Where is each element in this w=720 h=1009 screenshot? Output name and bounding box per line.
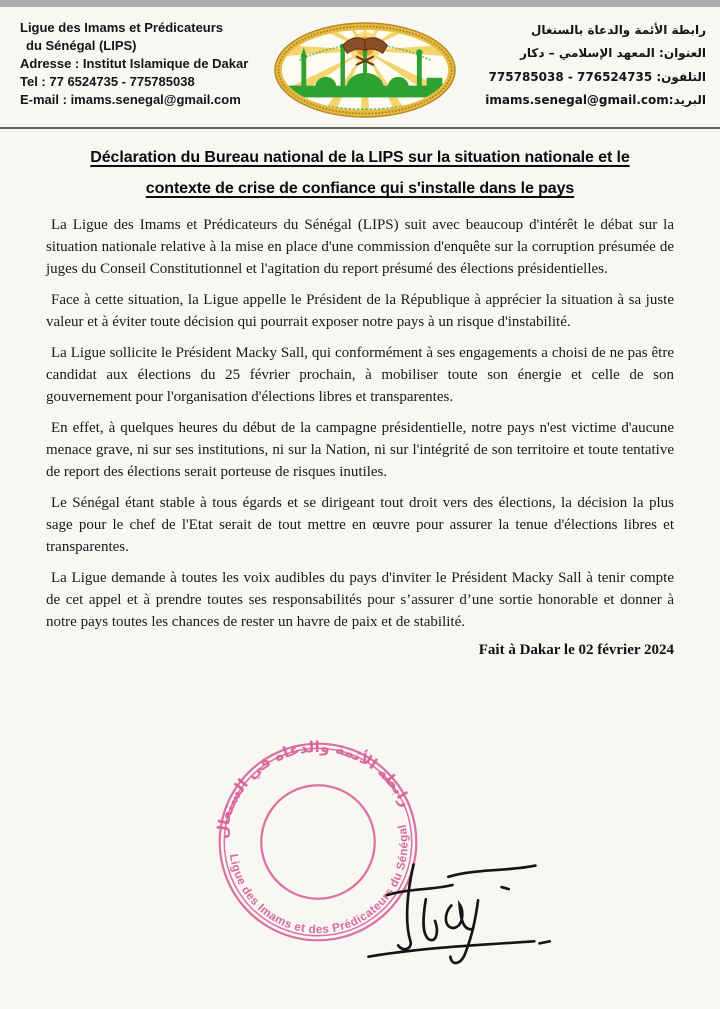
paragraph-3: La Ligue sollicite le Président Macky Sall, qui conformément à ses engagements a choisi de ne pas être candidat aux élections du 25 février prochain, à mobiliser toute son énergie et celle de son gouvernement pour l'organisation d'élections libres et transparentes. (46, 345, 674, 405)
document-body (0, 204, 720, 633)
letterhead-french-block (20, 19, 272, 109)
email-value: imams.senegal@gmail.com (485, 93, 669, 108)
header-divider (0, 127, 720, 129)
title-line2: contexte de crise de confiance qui s'installe dans le pays (145, 180, 575, 197)
paragraph-5: Le Sénégal étant stable à tous égards et se dirigeant tout droit vers des élections, la décision la plus sage pour le chef de l'Etat serait de tout mettre en œuvre pour assurer la tenue d'élections libres et transparentes. (46, 495, 674, 555)
org-address-fr: Adresse : Institut Islamique de Dakar (20, 55, 249, 71)
org-email-ar (458, 89, 706, 112)
document-title (26, 142, 694, 204)
svg-text:رابطة الأئمة والدعاة في السنغا (199, 722, 416, 843)
org-name-fr-line2: du Sénégal (LIPS) (26, 37, 137, 53)
letterhead-arabic-block (458, 19, 708, 113)
paragraph-6: La Ligue demande à toutes les voix audibles du pays d'inviter le Président Macky Sall à tenir compte de cet appel et à prendre toutes ses responsabilités pour s’assurer d’une sortie honorable et donner à notre pays toutes les chances de rester un havre de paix et de stabilité. (46, 570, 674, 630)
letterhead (0, 7, 720, 119)
org-address-ar: العنوان: المعهد الإسلامي – دكار (519, 46, 706, 61)
scan-top-band (0, 0, 720, 7)
stamp-arabic-text: رابطة الأئمة والدعاة في السنغال (212, 737, 416, 840)
dateline: Fait à Dakar le 02 février 2024 (478, 642, 674, 658)
org-email-fr: E-mail : imams.senegal@gmail.com (20, 91, 241, 107)
lips-emblem-graphic (272, 21, 458, 119)
paragraph-2: Face à cette situation, la Ligue appelle le Président de la République à apprécier la situation à sa juste valeur et à éviter toute décision qui pourrait exposer notre pays à un risque d'instabilité. (46, 292, 674, 330)
paragraph-1: La Ligue des Imams et Prédicateurs du Sénégal (LIPS) suit avec beaucoup d'intérêt le débat sur la situation nationale relative à la mise en place d'une commission d'enquête sur la corruption présumée de juges du Conseil Constitutionnel et l'agitation du report présumé des élections présidentielles. (46, 217, 674, 277)
title-line1: Déclaration du Bureau national de la LIPS sur la situation nationale et le (90, 149, 630, 166)
paragraph-4: En effet, à quelques heures du début de la campagne présidentielle, notre pays n'est victime d'aucune menace grave, ni sur ses institutions, ni sur la Nation, ni sur l'intégrité de son territoire et toute tentative de report des élections serait porteuse de risques inutiles. (46, 420, 674, 480)
stamp-french-text: Ligue des Imams et des Prédicateurs du Sénégal (226, 823, 411, 937)
signature-graphic (350, 842, 560, 970)
email-label-ar: البريد: (668, 93, 706, 108)
org-name-ar: رابطة الأئمة والدعاة بالسنغال (530, 23, 706, 37)
lips-logo (272, 21, 458, 119)
phone-label-ar: التلفون: (656, 69, 706, 84)
org-phone-fr: Tel : 77 6524735 - 775785038 (20, 73, 195, 89)
org-phone-ar (458, 66, 706, 89)
org-name-fr-line1: Ligue des Imams et Prédicateurs (20, 20, 224, 35)
phone-numbers: 775785038 - 776524735 (488, 69, 653, 84)
handwritten-signature (350, 842, 560, 970)
